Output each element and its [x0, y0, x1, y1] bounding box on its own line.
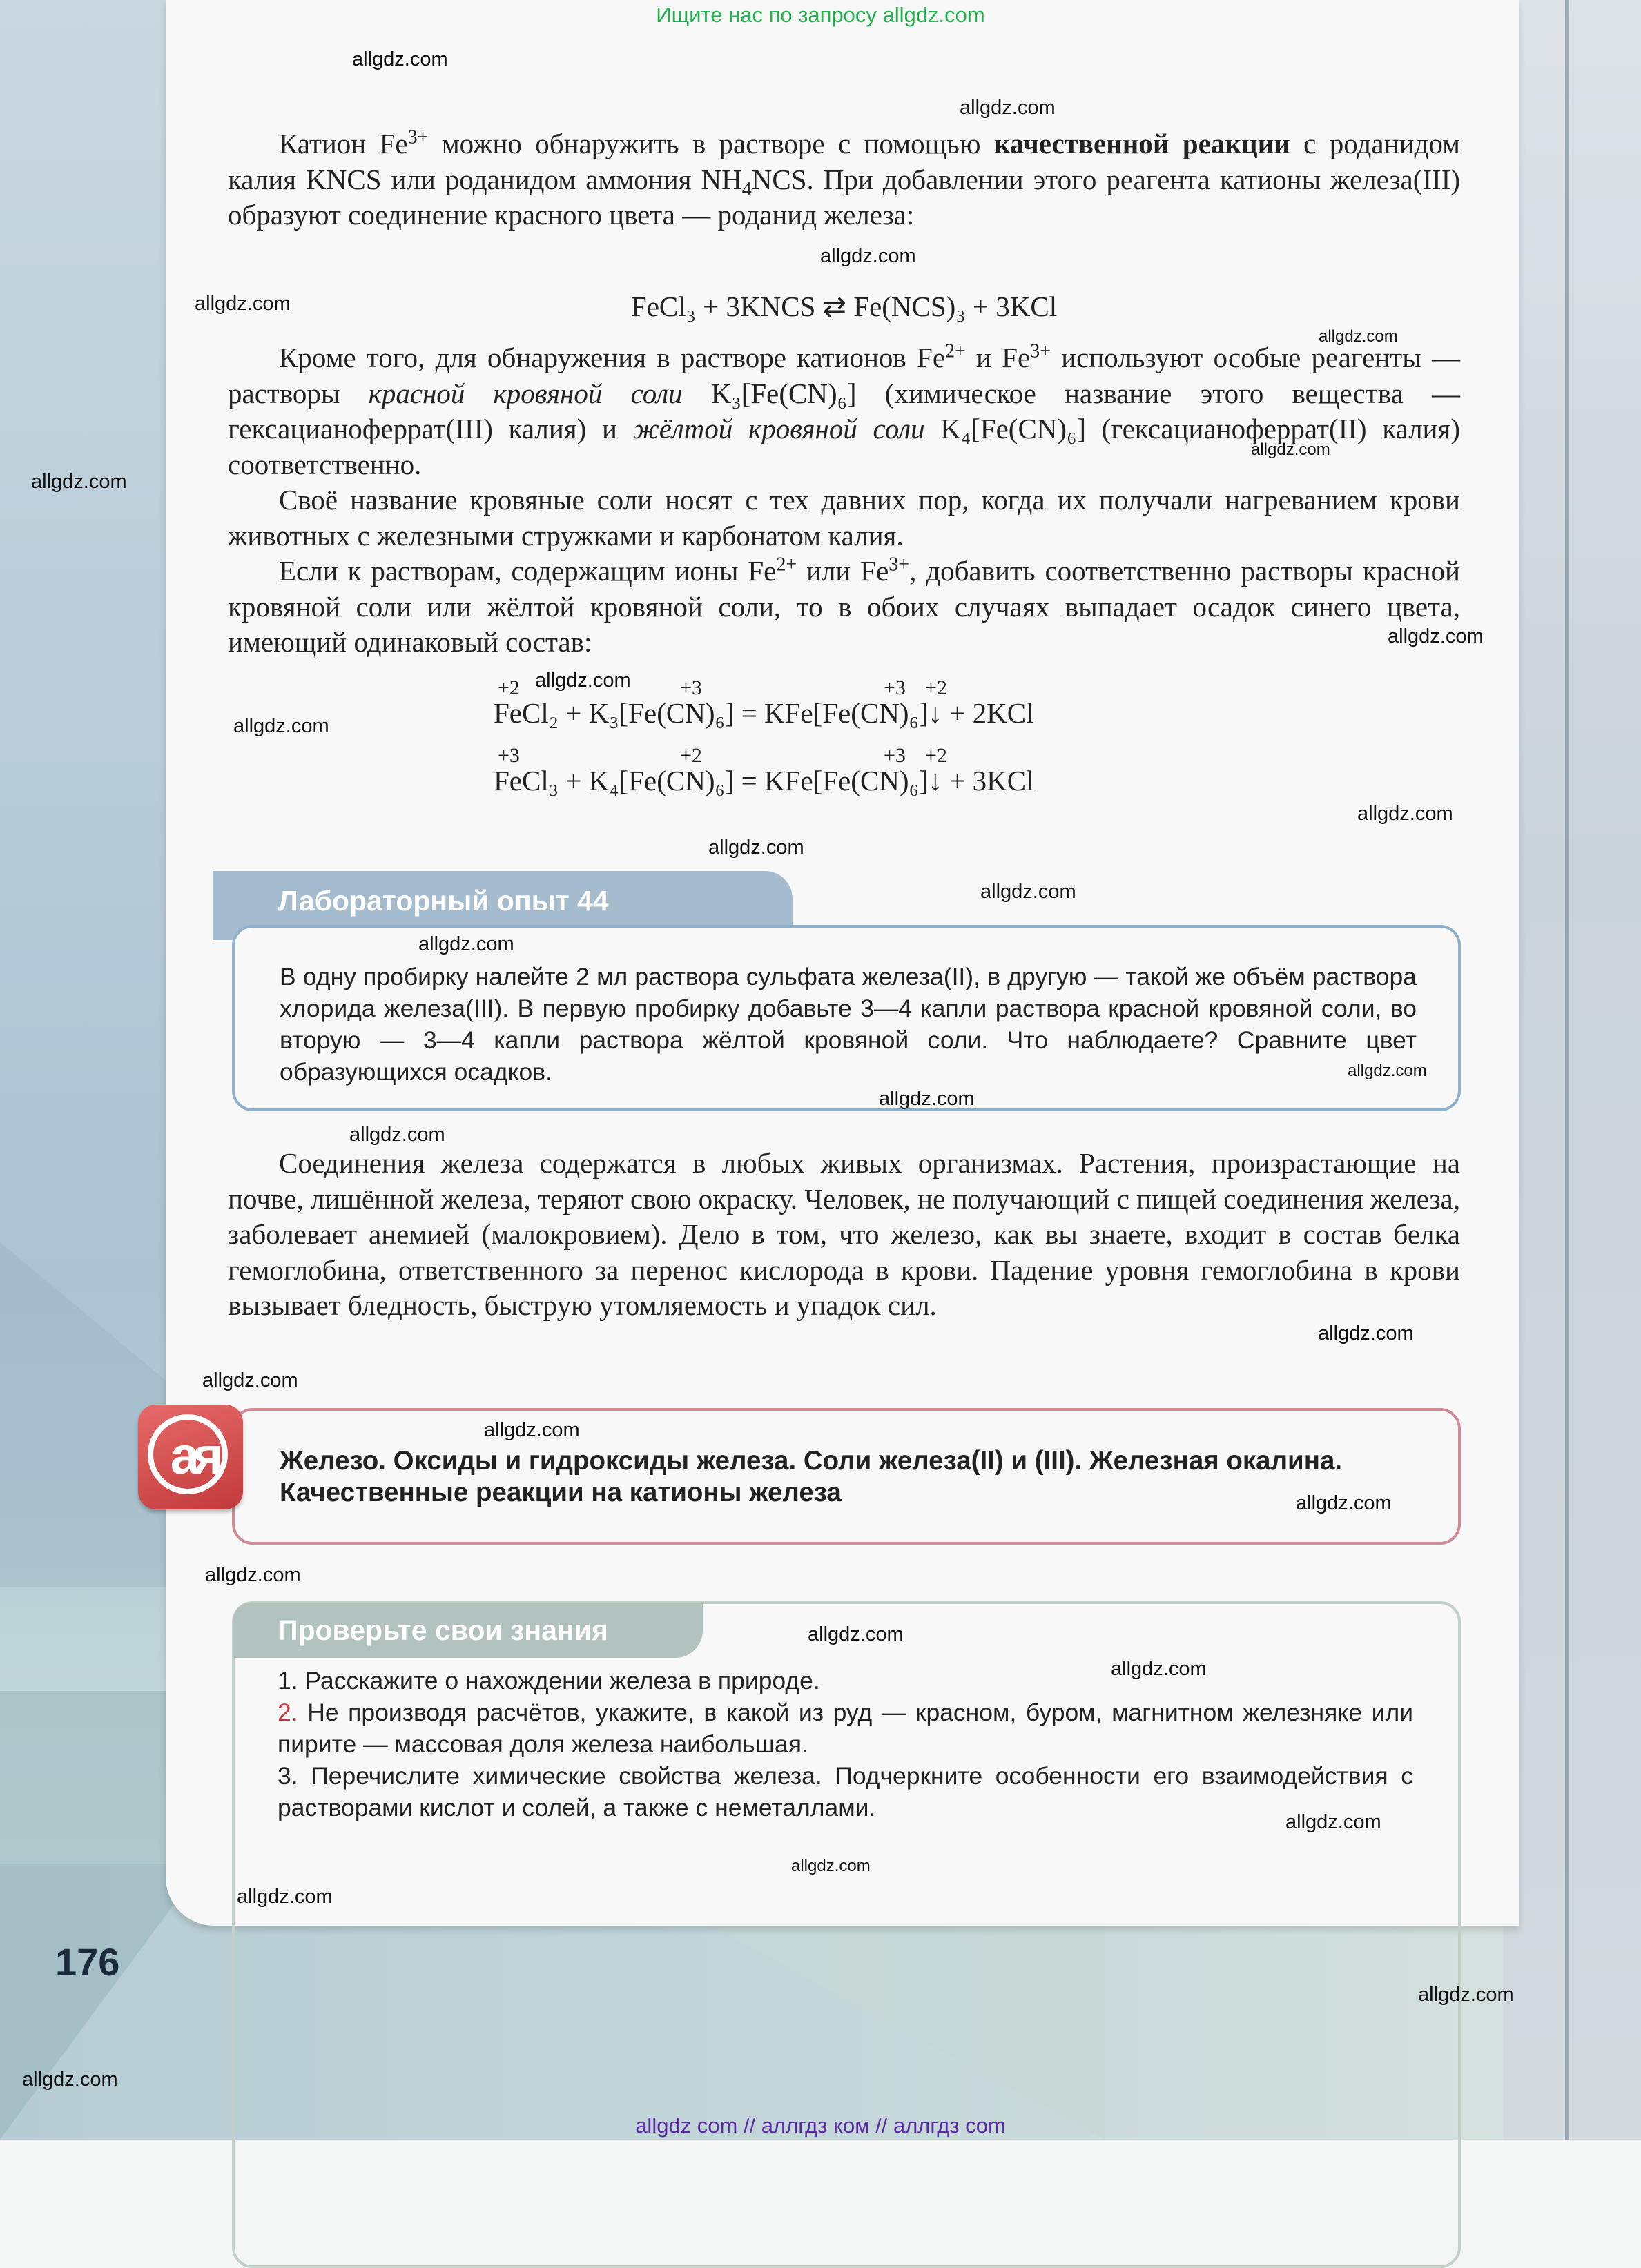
- watermark: allgdz.com: [352, 48, 448, 70]
- paragraph-2: Кроме того, для обнаружения в растворе катионов $Fe^{2+}$ и $Fe^{3+}$ используют особые реагенты — растворы красной кровяной соли K₃[Fe(CN)₆] (химическое название этого вещества — гексацианоферрат(III) калия) и жёлтой кровяной соли K₄[Fe(CN)₆] (гексацианоферрат(II) калия) соответственно. Своё название кровяные соли носят с тех давних пор, когда их получали нагреванием крови животных с железными стружками и карбонатом калия. Если к растворам, содержащим ионы $Fe^{2+}$ или $Fe^{3+}$, добавить соответственно растворы красной кровяной соли или жёлтой кровяной соли, то в обоих случаях выпадает осадок синего цвета, имеющий одинаковый состав:: [228, 340, 1460, 661]
- watermark: allgdz.com: [22, 2069, 118, 2091]
- watermark: allgdz.com: [237, 1886, 333, 1908]
- watermark: allgdz.com: [1388, 625, 1484, 647]
- lab-text: В одну пробирку налейте 2 мл раствора сульфата железа(II), в другую — такой же объём раствора хлорида железа(III). В первую пробирку добавьте 3—4 капли раствора красной кровяной соли, во вторую — 3—4 капли раствора жёлтой кровяной соли. Что наблюдаете? Сравните цвет образующихся осадков.: [280, 963, 1417, 1086]
- watermark: allgdz.com: [202, 1369, 298, 1391]
- equation-3: FeCl₃ + K₄[Fe(CN)₆] = KFe[Fe(CN)₆]↓ + 3KCl: [494, 765, 1034, 796]
- lab-box: [232, 925, 1461, 1111]
- cover-right-panel: [1503, 0, 1641, 2140]
- top-banner[interactable]: Ищите нас по запросу allgdz.com: [656, 3, 985, 27]
- question-item: 2. Не производя расчётов, укажите, в какой из руд — красном, буром, магнитном железняке или пирите — массовая доля железа наибольшая.: [278, 1699, 1413, 1758]
- watermark: allgdz.com: [1348, 1062, 1427, 1080]
- paragraph-5: Соединения железа содержатся в любых живых организмах. Растения, произрастающие на почве, лишённой железа, теряют свою окраску. Человек, не получающий с пищей соединения железа, заболевает анемией (малокровием). Дело в том, что железо, как вы знаете, входит в состав белка гемоглобина, ответственного за перенос кислорода в крови. Падение уровня гемоглобина в крови вызывает бледность, быструю утомляемость и упадок сил.: [228, 1147, 1460, 1321]
- watermark: allgdz.com: [195, 293, 291, 315]
- watermark: allgdz.com: [960, 97, 1056, 119]
- keywords-text: Железо. Оксиды и гидроксиды железа. Соли железа(II) и (III). Железная окалина. Качественные реакции на катионы железа: [280, 1446, 1343, 1507]
- watermark: allgdz.com: [1318, 1322, 1414, 1345]
- paragraph-1: Катион $Fe^{3+}$ можно обнаружить в растворе с помощью качественной реакции с роданидом калия KNCS или роданидом аммония $NH_4NCS$. При добавлении этого реагента катионы железа(III) образуют соединение красного цвета — роданид железа:: [228, 126, 1460, 231]
- watermark: allgdz.com: [980, 881, 1076, 903]
- watermark: allgdz.com: [484, 1419, 580, 1441]
- equation-1: FeCl₃ + 3KNCS ⇄ Fe(NCS)₃ + 3KCl: [630, 291, 1058, 322]
- lab-title: Лабораторный опыт 44: [213, 871, 793, 940]
- watermark: allgdz.com: [791, 1857, 871, 1875]
- question-item: 3. Перечислите химические свойства железа. Подчеркните особенности его взаимодействия с растворами кислот и солей, а также с неметаллами.: [278, 1762, 1413, 1821]
- question-item: 1. Расскажите о нахождении железа в природе.: [278, 1667, 820, 1694]
- watermark: allgdz.com: [1285, 1811, 1381, 1833]
- watermark: allgdz.com: [1357, 803, 1453, 825]
- watermark: allgdz.com: [1296, 1492, 1392, 1514]
- keywords-icon: ая: [138, 1405, 243, 1509]
- page-number: 176: [55, 1940, 120, 1984]
- watermark: allgdz.com: [808, 1623, 904, 1645]
- watermark: allgdz.com: [820, 245, 916, 267]
- watermark: allgdz.com: [349, 1124, 445, 1146]
- paragraph-4: Если к растворам, содержащим ионы $Fe^{2+}$ или $Fe^{3+}$, добавить соответственно растворы красной кровяной соли или жёлтой кровяной соли, то в обоих случаях выпадает осадок синего цвета, имеющий одинаковый состав:: [228, 554, 1460, 658]
- watermark: allgdz.com: [1418, 1984, 1514, 2006]
- watermark: allgdz.com: [31, 471, 127, 493]
- watermark: allgdz.com: [1111, 1658, 1207, 1680]
- paragraph-3: Своё название кровяные соли носят с тех давних пор, когда их получали нагреванием крови животных с железными стружками и карбонатом калия.: [228, 484, 1460, 551]
- watermark: allgdz.com: [205, 1564, 301, 1586]
- watermark: allgdz.com: [418, 933, 514, 955]
- watermark: allgdz.com: [879, 1088, 975, 1110]
- watermark: allgdz.com: [1251, 440, 1330, 459]
- watermark: allgdz.com: [708, 837, 804, 859]
- watermark: allgdz.com: [535, 669, 631, 692]
- question-list: [278, 1665, 1413, 1824]
- equation-2: FeCl₂ + K₃[Fe(CN)₆] = KFe[Fe(CN)₆]↓ + 2KCl: [494, 697, 1034, 729]
- watermark: allgdz.com: [233, 715, 329, 737]
- watermark: allgdz.com: [1319, 327, 1398, 346]
- bottom-banner[interactable]: allgdz com // аллгдз ком // аллгдз com: [635, 2113, 1006, 2138]
- keywords-box: [232, 1408, 1461, 1545]
- check-knowledge-title: Проверьте свои знания: [233, 1603, 703, 1658]
